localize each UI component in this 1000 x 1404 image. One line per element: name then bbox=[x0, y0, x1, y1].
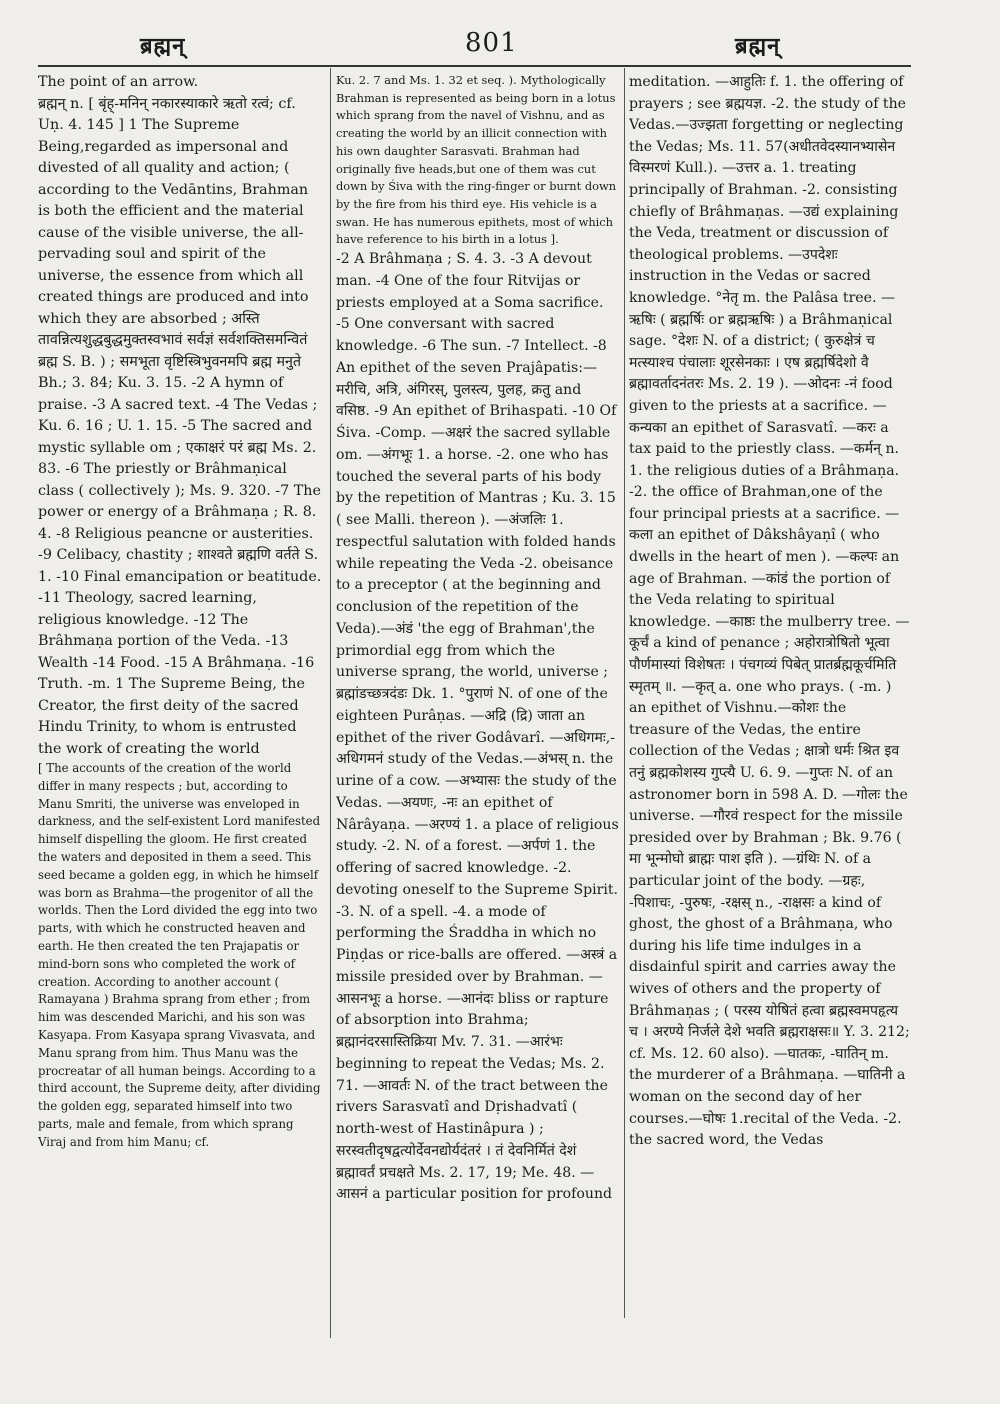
column-1-main-text: The point of an arrow. ब्रह्मन् n. [ बृंह्-मनिन् नकारस्याकारे ऋतो रत्वं; cf. Uṇ. 4. 145 ] 1 The Supreme Being,regarded as impersonal and divested of all quality and action; ( according to the Vedāntins, Brahman is both the efficient and the material cause of the visible universe, the all-pervading soul and spirit of the universe, the essence from which all created things are produced and into which they are absorbed ; अस्ति तावन्नित्यशुद्धबुद्धमुक्तस्वभावं सर्वज्ञं सर्वशक्तिसमन्वितं ब्रह्म S. B. ) ; समभूता वृष्टिस्त्रिभुवनमपि ब्रह्म मनुते Bh.; 3. 84; Ku. 3. 15. -2 A hymn of praise. -3 A sacred text. -4 The Vedas ; Ku. 6. 16 ; U. 1. 15. -5 The sacred and mystic syllable om ; एकाक्षरं परं ब्रह्म Ms. 2. 83. -6 The priestly or Brâhmaṇical class ( collectively ); Ms. 9. 320. -7 The power or energy of a Brâhmaṇa ; R. 8. 4. -8 Religious peancne or austerities. -9 Celibacy, chastity ; शाश्वते ब्रह्मणि वर्तते S. 1. -10 Final emancipation or beatitude. -11 Theology, sacred learning, religious knowledge. -12 The Brâhmaṇa portion of the Veda. -13 Wealth -14 Food. -15 A Brâhmaṇa. -16 Truth. -m. 1 The Supreme Being, the Creator, the first deity of the sacred Hindu Trinity, to whom is entrusted the work of creating the world bbox=[38, 74, 322, 757]
column-2 bbox=[336, 72, 619, 1332]
column-3 bbox=[629, 72, 911, 1322]
column-divider-1 bbox=[330, 68, 331, 1338]
header-rule bbox=[38, 65, 911, 67]
column-3-main-text: meditation. —आहुतिः f. 1. the offering of prayers ; see ब्रह्मयज्ञ. -2. the study of the Vedas.—उज्झता forgetting or neglecting the Vedas; Ms. 11. 57(अधीतवेदस्यानभ्यासेन विस्मरणं Kull.). —उत्तर a. 1. treating principally of Brahman. -2. consisting chiefly of Brâhmaṇas. —उद्यं explaining the Veda, treatment or discussion of theological problems. —उपदेशः instruction in the Vedas or sacred knowledge. °नेतृ m. the Palâsa tree. —ऋषिः ( ब्रह्मर्षिः or ब्रह्मऋषिः ) a Brâhmaṇical sage. °देशः N. of a district; ( कुरुक्षेत्रं च मत्स्याश्च पंचालाः शूरसेनकाः । एष ब्रह्मर्षिदेशो वै ब्रह्मावर्तादनंतरः Ms. 2. 19 ). —ओदनः -नं food given to the priests at a sacrifice. —कन्यका an epithet of Sarasvatî. —करः a tax paid to the priestly class. —कर्मन् n. 1. the religious duties of a Brâhmaṇa. -2. the office of Brahman,one of the four principal priests at a sacrifice. —कला an epithet of Dâkshâyaṇî ( who dwells in the heart of men ). —कल्पः an age of Brahman. —कांडं the portion of the Veda relating to spiritual knowledge. —काष्ठः the mulberry tree. —कूर्चं a kind of penance ; अहोरात्रोषितो भूत्वा पौर्णमास्यां विशेषतः । पंचगव्यं पिबेत् प्रातर्ब्रह्मकूर्चमिति स्मृतम् ॥. —कृत् a. one who prays. ( -m. ) an epithet of Vishnu.—कोशः the treasure of the Vedas, the entire collection of the Vedas ; क्षात्रो धर्मः श्रित इव तनुं ब्रह्मकोशस्य गुप्त्यै U. 6. 9. —गुप्तः N. of an astronomer born in 598 A. D. —गोलः the universe. —गौरवं respect for the missile presided over by Brahman ; Bk. 9.76 ( मा भून्मोघो ब्राह्मः पाश इति ). —ग्रंथिः N. of a particular joint of the body. —ग्रहः, -पिशाचः, -पुरुषः, -रक्षस् n., -राक्षसः a kind of ghost, the ghost of a Brâhmaṇa, who during his life time indulges in a disdainful spirit and carries away the wives of others and the property of Brâhmaṇas ; ( परस्य योषितं हत्वा ब्रह्मस्वमपहृत्य च । अरण्ये निर्जले देशे भवति ब्रह्मराक्षसः॥ Y. 3. 212; cf. Ms. 12. 60 also). —घातकः, -घातिन् m. the murderer of a Brâhmaṇa. —घातिनी a woman on the second day of her courses.—घोषः 1.recital of the Veda. -2. the sacred word, the Vedas bbox=[629, 74, 910, 1149]
column-2-note-text: Ku. 2. 7 and Ms. 1. 32 et seq. ). Mythologically Brahman is represented as being born in a lotus which sprang from the navel of Vishnu, and as creating the world by an illicit connection with his own daughter Sarasvati. Brahman had originally five heads,but one of them was cut down by Śiva with the ring-finger or burnt down by the fire from his third eye. His vehicle is a swan. He has numerous epithets, most of which have reference to his birth in a lotus ]. bbox=[336, 73, 617, 247]
column-divider-2 bbox=[624, 68, 625, 1318]
page-number: 801 bbox=[465, 28, 518, 58]
column-1-note-text: [ The accounts of the creation of the world differ in many respects ; but, according to Manu Smriti, the universe was enveloped in darkness, and the self-existent Lord manifested himself dispelling the gloom. He first created the waters and deposited in them a seed. This seed became a golden egg, in which he himself was born as Brahma—the progenitor of all the worlds. Then the Lord divided the egg into two parts, with which he constructed heaven and earth. He then created the ten Prajapatis or mind-born sons who completed the work of creation. According to another account ( Ramayana ) Brahma sprang from ether ; from him was descended Marichi, and his son was Kasyapa. From Kasyapa sprang Vivasvata, and Manu sprang from him. Thus Manu was the procreatar of all human beings. According to a third account, the Supreme deity, after dividing the golden egg, separated himself into two parts, male and female, from which sprang Viraj and from him Manu; cf. bbox=[38, 761, 321, 1149]
column-2-main-text: -2 A Brâhmaṇa ; S. 4. 3. -3 A devout man. -4 One of the four Ritvijas or priests employed at a Soma sacrifice. -5 One conversant with sacred knowledge. -6 The sun. -7 Intellect. -8 An epithet of the seven Prajâpatis:—मरीचि, अत्रि, अंगिरस्, पुलस्त्य, पुलह, क्रतु and वसिष्ठ. -9 An epithet of Brihaspati. -10 Of Śiva. -Comp. —अक्षरं the sacred syllable om. —अंगभूः 1. a horse. -2. one who has touched the several parts of his body by the repetition of Mantras ; Ku. 3. 15 ( see Malli. thereon ). —अंजलिः 1. respectful salutation with folded hands while repeating the Veda -2. obeisance to a preceptor ( at the beginning and conclusion of the repetition of the Veda).—अंडं 'the egg of Brahman',the primordial egg from which the universe sprang, the world, universe ; ब्रह्मांडच्छत्रदंडः Dk. 1. °पुराणं N. of one of the eighteen Purâṇas. —अद्रि (द्रि) जाता an epithet of the river Godâvarî. —अधिगमः,-अधिगमनं study of the Vedas.—अंभस् n. the urine of a cow. —अभ्यासः the study of the Vedas. —अयणः, -नः an epithet of Nârâyaṇa. —अरण्यं 1. a place of religious study. -2. N. of a forest. —अर्पणं 1. the offering of sacred knowledge. -2. devoting oneself to the Supreme Spirit. -3. N. of a spell. -4. a mode of performing the Śraddha in which no Piṇḍas or rice-balls are offered. —अस्त्रं a missile presided over by Brahman. —आसनभूः a horse. —आनंदः bliss or rapture of absorption into Brahma; ब्रह्मानंदरसास्तिक्रिया Mv. 7. 31. —आरंभः beginning to repeat the Vedas; Ms. 2. 71. —आवर्तः N. of the tract between the rivers Sarasvatî and Dṛishadvatî ( north-west of Hastinâpura ) ; सरस्वतीदृषद्वत्योर्देवनद्योर्यदंतरं । तं देवनिर्मितं देशं ब्रह्मावर्तं प्रचक्षते Ms. 2. 17, 19; Me. 48. —आसनं a particular position for profound bbox=[336, 251, 619, 1203]
header-left-word: ब्रह्मन् bbox=[140, 34, 186, 59]
header-right-word: ब्रह्मन् bbox=[735, 34, 781, 59]
column-1 bbox=[38, 72, 324, 1362]
